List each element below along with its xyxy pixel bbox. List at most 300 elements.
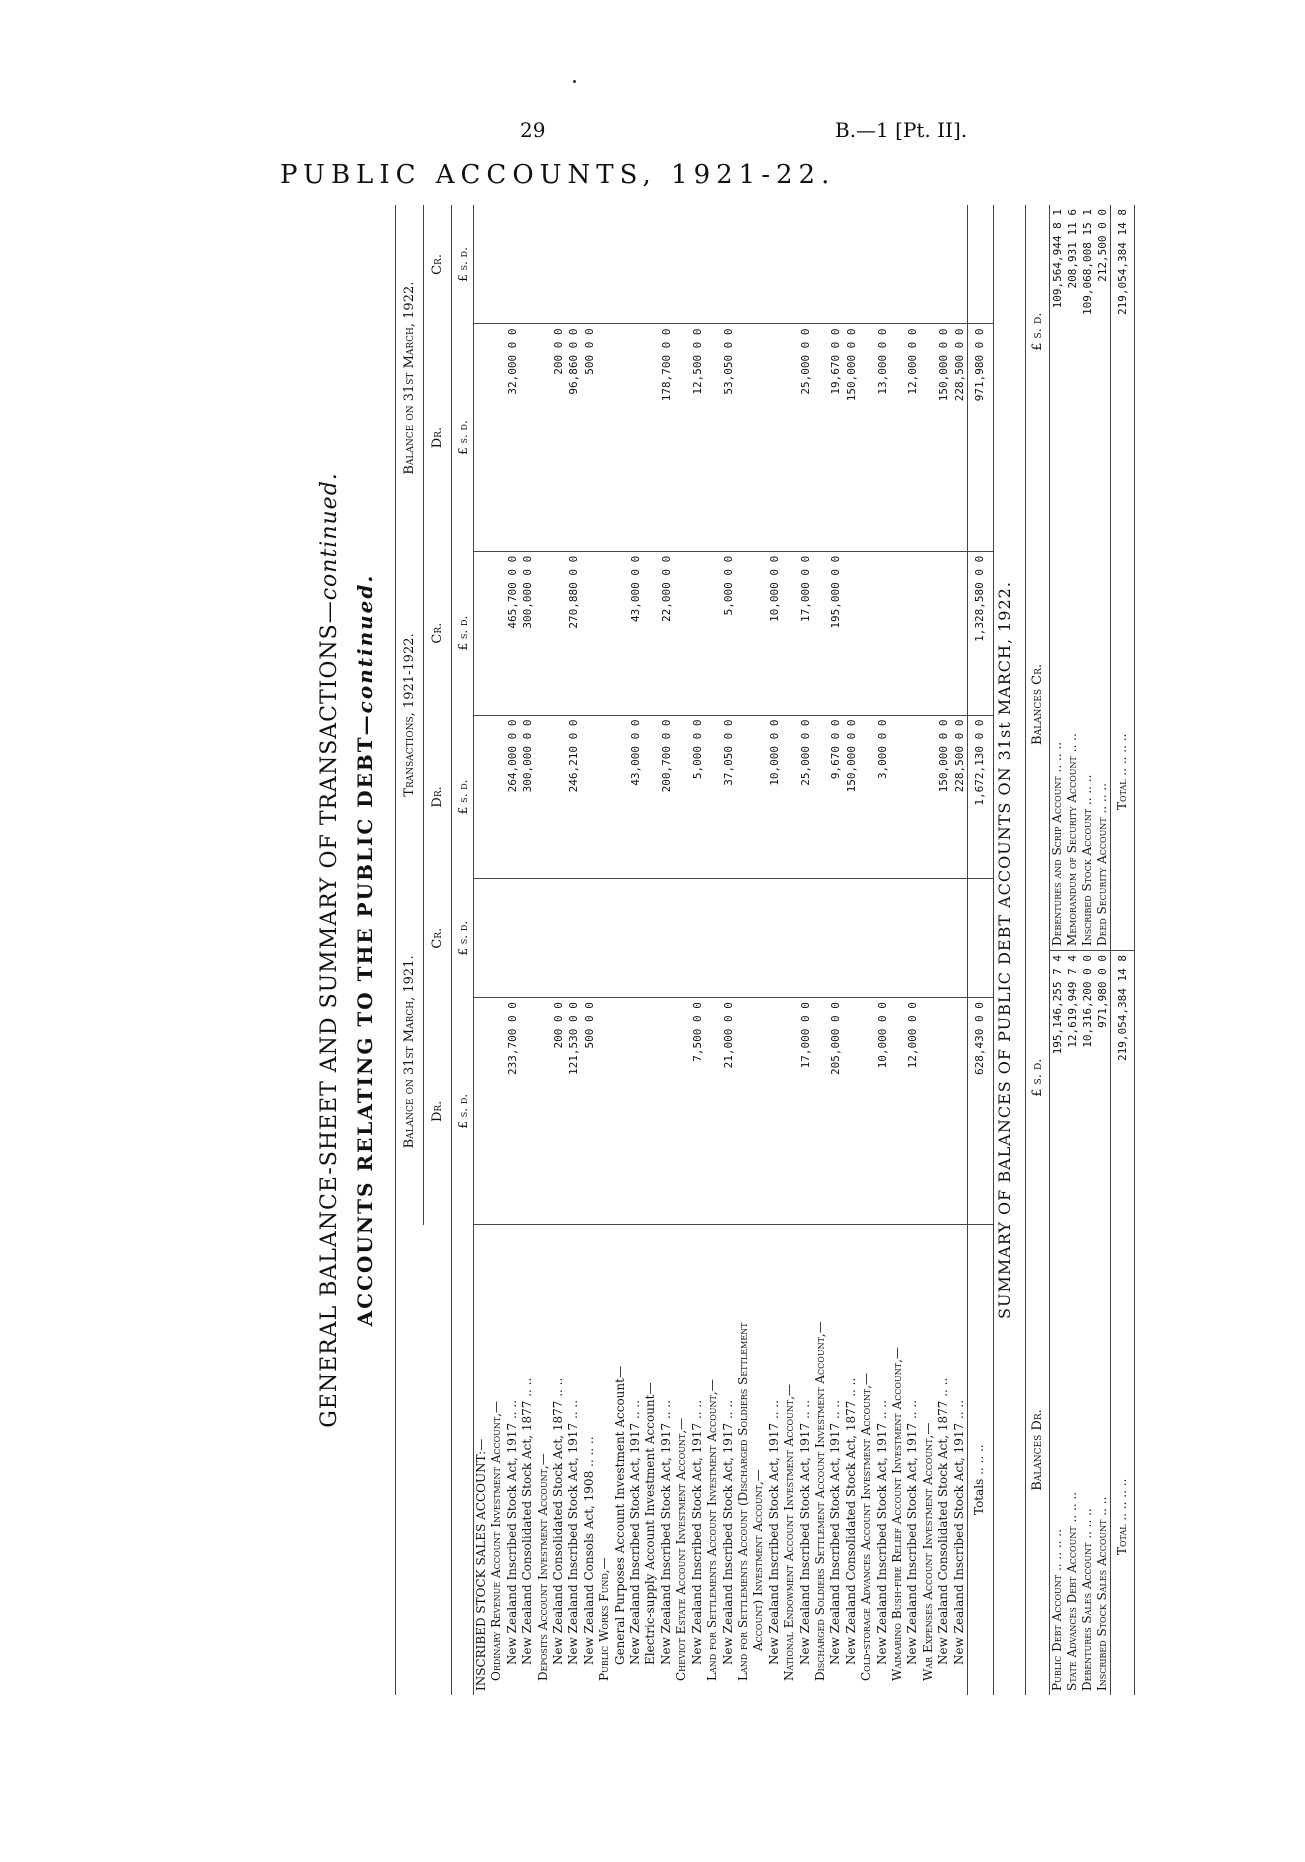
amount-cell (551, 205, 566, 324)
table-row (489, 205, 504, 1695)
amount-cell: 200 0 0 (551, 998, 566, 1225)
amount-cell (736, 205, 751, 324)
amount-cell (751, 998, 766, 1225)
amount-cell (844, 879, 859, 998)
row-label: New Zealand Inscribed Stock Act, 1917 .. .. (905, 1399, 920, 1665)
total-amount-cell (968, 879, 994, 998)
col-cr-1921: Cr. (424, 879, 452, 998)
row-label: New Zealand Consolidated Stock Act, 1877 .. .. (936, 1377, 951, 1665)
row-label: New Zealand Consolidated Stock Act, 1877 .. .. (843, 1377, 858, 1665)
row-label: New Zealand Consolidated Stock Act, 1877 .. .. (551, 1377, 566, 1665)
amount-cell (813, 205, 828, 324)
summary-table (1025, 205, 1135, 1695)
amount-cell (890, 205, 905, 324)
amount-cell (628, 205, 643, 324)
amount-cell (505, 879, 520, 998)
amount-cell (859, 324, 874, 551)
group-header-transactions: Transactions, 1921-1922. (396, 551, 424, 879)
summary-row: Debentures Sales Account .. .. .. 10,316,200 0 0 Inscribed Stock Account .. .. .. 109,068,008 15 1 (1080, 209, 1094, 1691)
amount-cell: 10,000 0 0 (767, 551, 782, 715)
amount-cell (536, 879, 551, 998)
units-label: £ s. d. (452, 879, 474, 998)
amount-cell (613, 715, 628, 879)
table-row (613, 205, 628, 1695)
amount-cell (489, 998, 504, 1225)
amount-cell (844, 205, 859, 324)
units-label: £ s. d. (1026, 205, 1050, 458)
amount-cell (936, 205, 951, 324)
amount-cell (767, 205, 782, 324)
amount-cell (751, 205, 766, 324)
amount-cell (551, 879, 566, 998)
amount-cell (890, 551, 905, 715)
table-row (921, 205, 936, 1695)
amount-cell: 121,530 0 0 (566, 998, 581, 1225)
amount-cell: 150,000 0 0 (936, 715, 951, 879)
table-row (905, 205, 920, 1695)
amount-cell (659, 998, 674, 1225)
summary-dr-header: Balances Dr. (1026, 1205, 1050, 1695)
amount-cell: 300,000 0 0 (520, 551, 535, 715)
amount-cell (782, 324, 797, 551)
total-amount-cell: 1,328,580 0 0 (968, 551, 994, 715)
amount-cell (551, 551, 566, 715)
amount-cell (921, 324, 936, 551)
amount-cell (875, 879, 890, 998)
page-number: 29 (520, 118, 546, 142)
amount-cell (705, 205, 720, 324)
amount-cell (844, 551, 859, 715)
col-cr-trans: Cr. (424, 551, 452, 715)
amount-cell (705, 715, 720, 879)
amount-cell (813, 998, 828, 1225)
table-row (736, 205, 751, 1695)
row-label: Cheviot Estate Account Investment Account,— (674, 1417, 689, 1681)
amount-cell (859, 205, 874, 324)
amount-cell (536, 998, 551, 1225)
amount-cell: 10,000 0 0 (767, 715, 782, 879)
table-row (859, 205, 874, 1695)
group-header-1921: Balance on 31st March, 1921. (396, 879, 424, 1225)
table-row (474, 205, 490, 1695)
row-label: New Zealand Inscribed Stock Act, 1917 .. .. (658, 1399, 673, 1665)
row-label: New Zealand Inscribed Stock Act, 1917 .. .. (628, 1399, 643, 1665)
amount-cell (489, 551, 504, 715)
amount-cell (536, 324, 551, 551)
amount-cell (690, 551, 705, 715)
col-dr-1922: Dr. (424, 324, 452, 551)
amount-cell (489, 324, 504, 551)
amount-cell: 246,210 0 0 (566, 715, 581, 879)
sub-heading: ACCOUNTS RELATING TO THE PUBLIC DEBT—continued. (353, 573, 377, 1327)
amount-cell (536, 205, 551, 324)
amount-cell (751, 879, 766, 998)
group-header-1922: Balance on 31st March, 1922. (396, 205, 424, 551)
amount-cell (952, 205, 968, 324)
amount-cell: 5,000 0 0 (721, 551, 736, 715)
amount-cell (736, 998, 751, 1225)
units-label: £ s. d. (452, 551, 474, 715)
summary-dr-total: 219,054,384 14 8 (1111, 950, 1135, 1205)
row-label: New Zealand Inscribed Stock Act, 1917 .. .. (504, 1399, 519, 1665)
amount-cell (782, 551, 797, 715)
summary-cr-header: Balances Cr. (1026, 458, 1050, 950)
table-row (628, 205, 643, 1695)
amount-cell (489, 205, 504, 324)
amount-cell (705, 324, 720, 551)
amount-cell (613, 551, 628, 715)
amount-cell (705, 998, 720, 1225)
summary-dr-total-label: Total .. .. .. .. (1111, 1205, 1135, 1695)
amount-cell (597, 324, 612, 551)
amount-cell (798, 879, 813, 998)
table-row (813, 205, 828, 1695)
amount-cell: 228,500 0 0 (952, 324, 968, 551)
row-label: Cold-storage Advances Account Investment Account,— (859, 1372, 874, 1681)
main-heading: GENERAL BALANCE-SHEET AND SUMMARY OF TRANSACTIONS—continued. (317, 472, 342, 1428)
amount-cell (659, 205, 674, 324)
amount-cell: 12,000 0 0 (905, 324, 920, 551)
summary-cr-total-label: Total .. .. .. .. (1111, 458, 1135, 950)
amount-cell (613, 879, 628, 998)
row-label: Discharged Soldiers Settlement Account Investment Account,— (812, 1321, 827, 1681)
amount-cell (520, 324, 535, 551)
row-label: Waimarino Bush-fire Relief Account Investment Account,— (889, 1347, 904, 1681)
description-header (396, 1225, 452, 1695)
amount-cell: 465,700 0 0 (505, 551, 520, 715)
rotated-content (305, 195, 1305, 1705)
amount-cell (643, 998, 658, 1225)
amount-cell (674, 998, 689, 1225)
table-row (936, 205, 951, 1695)
amount-cell (705, 879, 720, 998)
amount-cell (921, 879, 936, 998)
amount-cell (597, 879, 612, 998)
amount-cell (520, 879, 535, 998)
amount-cell: 17,000 0 0 (798, 551, 813, 715)
amount-cell (767, 998, 782, 1225)
amount-cell (489, 715, 504, 879)
units-label: £ s. d. (452, 205, 474, 324)
amount-cell: 205,000 0 0 (828, 998, 843, 1225)
amount-cell (674, 551, 689, 715)
table-row (844, 205, 859, 1695)
units-label: £ s. d. (452, 324, 474, 551)
row-label: New Zealand Inscribed Stock Act, 1917 .. .. (766, 1399, 781, 1665)
units-label: £ s. d. (452, 998, 474, 1225)
amount-cell (952, 879, 968, 998)
row-label: Ordinary Revenue Account Investment Account,— (489, 1400, 504, 1681)
table-row (782, 205, 797, 1695)
amount-cell (613, 324, 628, 551)
amount-cell (736, 715, 751, 879)
amount-cell (566, 879, 581, 998)
units-label: £ s. d. (452, 715, 474, 879)
amount-cell (936, 551, 951, 715)
summary-total-row (1111, 205, 1135, 1695)
amount-cell (952, 998, 968, 1225)
amount-cell (921, 551, 936, 715)
amount-cell: 37,050 0 0 (721, 715, 736, 879)
amount-cell (597, 715, 612, 879)
amount-cell (736, 551, 751, 715)
row-label: Account) Investment Account,— (751, 1469, 766, 1651)
amount-cell (690, 879, 705, 998)
amount-cell (936, 998, 951, 1225)
amount-cell: 500 0 0 (582, 324, 597, 551)
amount-cell (643, 205, 658, 324)
amount-cell (890, 998, 905, 1225)
amount-cell: 21,000 0 0 (721, 998, 736, 1225)
amount-cell (674, 879, 689, 998)
table-row (690, 205, 705, 1695)
amount-cell (844, 998, 859, 1225)
amount-cell (597, 998, 612, 1225)
amount-cell (859, 879, 874, 998)
amount-cell (875, 205, 890, 324)
amount-cell: 7,500 0 0 (690, 998, 705, 1225)
amount-cell (905, 205, 920, 324)
amount-cell (674, 715, 689, 879)
table-row (520, 205, 535, 1695)
amount-cell: 96,860 0 0 (566, 324, 581, 551)
amount-cell: 178,700 0 0 (659, 324, 674, 551)
amount-cell (551, 715, 566, 879)
summary-cr-total: 219,054,384 14 8 (1111, 205, 1135, 458)
amount-cell: 43,000 0 0 (628, 715, 643, 879)
row-label: New Zealand Inscribed Stock Act, 1917 .. .. (874, 1399, 889, 1665)
amount-cell (875, 551, 890, 715)
amount-cell (474, 205, 490, 324)
amount-cell (813, 324, 828, 551)
row-label: Electric-supply Account Investment Account— (643, 1382, 658, 1665)
amount-cell: 9,670 0 0 (828, 715, 843, 879)
amount-cell (643, 324, 658, 551)
amount-cell: 53,050 0 0 (721, 324, 736, 551)
amount-cell: 150,000 0 0 (936, 324, 951, 551)
amount-cell: 22,000 0 0 (659, 551, 674, 715)
amount-cell: 10,000 0 0 (875, 998, 890, 1225)
amount-cell (520, 998, 535, 1225)
amount-cell (905, 879, 920, 998)
amount-cell: 264,000 0 0 (505, 715, 520, 879)
row-label: INSCRIBED STOCK SALES ACCOUNT:— (474, 1438, 488, 1691)
amount-cell (628, 998, 643, 1225)
amount-cell (474, 551, 490, 715)
row-label: Land for Settlements Account (Discharged Soldiers Settlement (735, 1322, 750, 1681)
public-debt-table (395, 205, 994, 1695)
amount-cell (674, 324, 689, 551)
totals-label: Totals .. .. .. (968, 1225, 994, 1695)
page-title: PUBLIC ACCOUNTS, 1921-22. (280, 160, 836, 190)
summary-title: SUMMARY OF BALANCES OF PUBLIC DEBT ACCOUNTS ON 31st MARCH, 1922. (995, 581, 1014, 1319)
amount-cell (782, 715, 797, 879)
amount-cell (690, 205, 705, 324)
amount-cell (813, 715, 828, 879)
amount-cell (921, 998, 936, 1225)
amount-cell: 195,000 0 0 (828, 551, 843, 715)
row-label: Land for Settlements Account Investment Account,— (705, 1379, 720, 1681)
amount-cell (613, 998, 628, 1225)
table-row (597, 205, 612, 1695)
amount-cell (782, 205, 797, 324)
amount-cell (859, 715, 874, 879)
amount-cell (674, 205, 689, 324)
amount-cell (921, 205, 936, 324)
amount-cell (582, 551, 597, 715)
amount-cell (751, 324, 766, 551)
table-row (890, 205, 905, 1695)
amount-cell (859, 551, 874, 715)
row-label: New Zealand Inscribed Stock Act, 1917 .. .. (566, 1399, 581, 1665)
col-dr-trans: Dr. (424, 715, 452, 879)
amount-cell (628, 324, 643, 551)
amount-cell (536, 551, 551, 715)
amount-cell: 5,000 0 0 (690, 715, 705, 879)
amount-cell (890, 879, 905, 998)
amount-cell: 19,670 0 0 (828, 324, 843, 551)
amount-cell (798, 205, 813, 324)
amount-cell (582, 715, 597, 879)
amount-cell (474, 998, 490, 1225)
amount-cell (474, 324, 490, 551)
table-row (582, 205, 597, 1695)
totals-row (968, 205, 994, 1695)
table-row (674, 205, 689, 1695)
total-amount-cell: 971,980 0 0 (968, 324, 994, 551)
row-label: Public Works Fund,— (597, 1557, 612, 1681)
amount-cell (643, 879, 658, 998)
row-label: New Zealand Inscribed Stock Act, 1917 .. .. (828, 1399, 843, 1665)
row-label: New Zealand Inscribed Stock Act, 1917 .. .. (797, 1399, 812, 1665)
table-row (721, 205, 736, 1695)
table-row (505, 205, 520, 1695)
amount-cell (813, 879, 828, 998)
amount-cell: 200 0 0 (551, 324, 566, 551)
total-amount-cell (968, 205, 994, 324)
amount-cell (813, 551, 828, 715)
amount-cell (643, 551, 658, 715)
amount-cell: 300,000 0 0 (520, 715, 535, 879)
amount-cell: 32,000 0 0 (505, 324, 520, 551)
amount-cell: 270,880 0 0 (566, 551, 581, 715)
table-row (798, 205, 813, 1695)
table-row (952, 205, 968, 1695)
amount-cell (905, 715, 920, 879)
units-label: £ s. d. (1026, 950, 1050, 1205)
amount-cell: 500 0 0 (582, 998, 597, 1225)
amount-cell (767, 879, 782, 998)
amount-cell (566, 205, 581, 324)
amount-cell (705, 551, 720, 715)
amount-cell (751, 715, 766, 879)
amount-cell (859, 998, 874, 1225)
amount-cell (890, 715, 905, 879)
amount-cell (782, 998, 797, 1225)
amount-cell: 13,000 0 0 (875, 324, 890, 551)
amount-cell: 17,000 0 0 (798, 998, 813, 1225)
amount-cell: 150,000 0 0 (844, 324, 859, 551)
row-label: New Zealand Inscribed Stock Act, 1917 .. .. (720, 1399, 735, 1665)
table-row (643, 205, 658, 1695)
amount-cell (628, 879, 643, 998)
table-row (705, 205, 720, 1695)
amount-cell (505, 205, 520, 324)
amount-cell: 3,000 0 0 (875, 715, 890, 879)
amount-cell (890, 324, 905, 551)
amount-cell (474, 715, 490, 879)
page-reference: B.—1 [Pt. II]. (835, 118, 968, 142)
amount-cell (921, 715, 936, 879)
row-label: Deposits Account Investment Account,— (535, 1453, 550, 1681)
table-row (751, 205, 766, 1695)
amount-cell (489, 879, 504, 998)
amount-cell: 25,000 0 0 (798, 715, 813, 879)
summary-row: Inscribed Stock Sales Account .. .. 971,980 0 0 Deed Security Account .. .. .. 212,500 0 0 (1095, 209, 1109, 1691)
row-label: New Zealand Inscribed Stock Act, 1917 .. .. (689, 1399, 704, 1665)
table-row (536, 205, 551, 1695)
total-amount-cell: 628,430 0 0 (968, 998, 994, 1225)
amount-cell (767, 324, 782, 551)
amount-cell: 12,500 0 0 (690, 324, 705, 551)
amount-cell: 43,000 0 0 (628, 551, 643, 715)
amount-cell (643, 715, 658, 879)
table-row (828, 205, 843, 1695)
table-row (659, 205, 674, 1695)
table-row (875, 205, 890, 1695)
amount-cell (736, 324, 751, 551)
amount-cell: 150,000 0 0 (844, 715, 859, 879)
amount-cell (952, 551, 968, 715)
table-row (551, 205, 566, 1695)
amount-cell (736, 879, 751, 998)
table-row (767, 205, 782, 1695)
amount-cell (751, 551, 766, 715)
row-label: General Purposes Account Investment Account— (612, 1366, 627, 1665)
amount-cell (520, 205, 535, 324)
amount-cell: 12,000 0 0 (905, 998, 920, 1225)
amount-cell: 228,500 0 0 (952, 715, 968, 879)
row-label: National Endowment Account Investment Account,— (782, 1383, 797, 1681)
amount-cell (936, 879, 951, 998)
amount-cell (474, 879, 490, 998)
amount-cell (582, 205, 597, 324)
amount-cell (905, 551, 920, 715)
row-label: New Zealand Inscribed Stock Act, 1917 .. .. (951, 1399, 966, 1665)
amount-cell (828, 205, 843, 324)
amount-cell (582, 879, 597, 998)
amount-cell (597, 551, 612, 715)
table-row (566, 205, 581, 1695)
col-dr-1921: Dr. (424, 998, 452, 1225)
amount-cell: 200,700 0 0 (659, 715, 674, 879)
row-label: War Expenses Account Investment Account,— (920, 1422, 935, 1681)
amount-cell (721, 879, 736, 998)
amount-cell: 233,700 0 0 (505, 998, 520, 1225)
amount-cell (597, 205, 612, 324)
row-label: New Zealand Consolidated Stock Act, 1877 .. .. (520, 1377, 535, 1665)
amount-cell (828, 879, 843, 998)
row-label: New Zealand Consols Act, 1908 .. .. .. (581, 1436, 596, 1665)
stray-mark (573, 80, 576, 83)
amount-cell (721, 205, 736, 324)
summary-row: State Advances Debt Account .. .. .. 12,619,949 7 4 Memorandum of Security Account .. .. 208,931 11 6 (1065, 209, 1079, 1691)
amount-cell (613, 205, 628, 324)
amount-cell (782, 879, 797, 998)
amount-cell: 25,000 0 0 (798, 324, 813, 551)
summary-row: Public Debt Account .. .. .. .. 195,146,255 7 4 Debentures and Scrip Account .. .. .. 109,564,944 8 1 (1050, 209, 1064, 1691)
table-body (474, 205, 994, 1695)
